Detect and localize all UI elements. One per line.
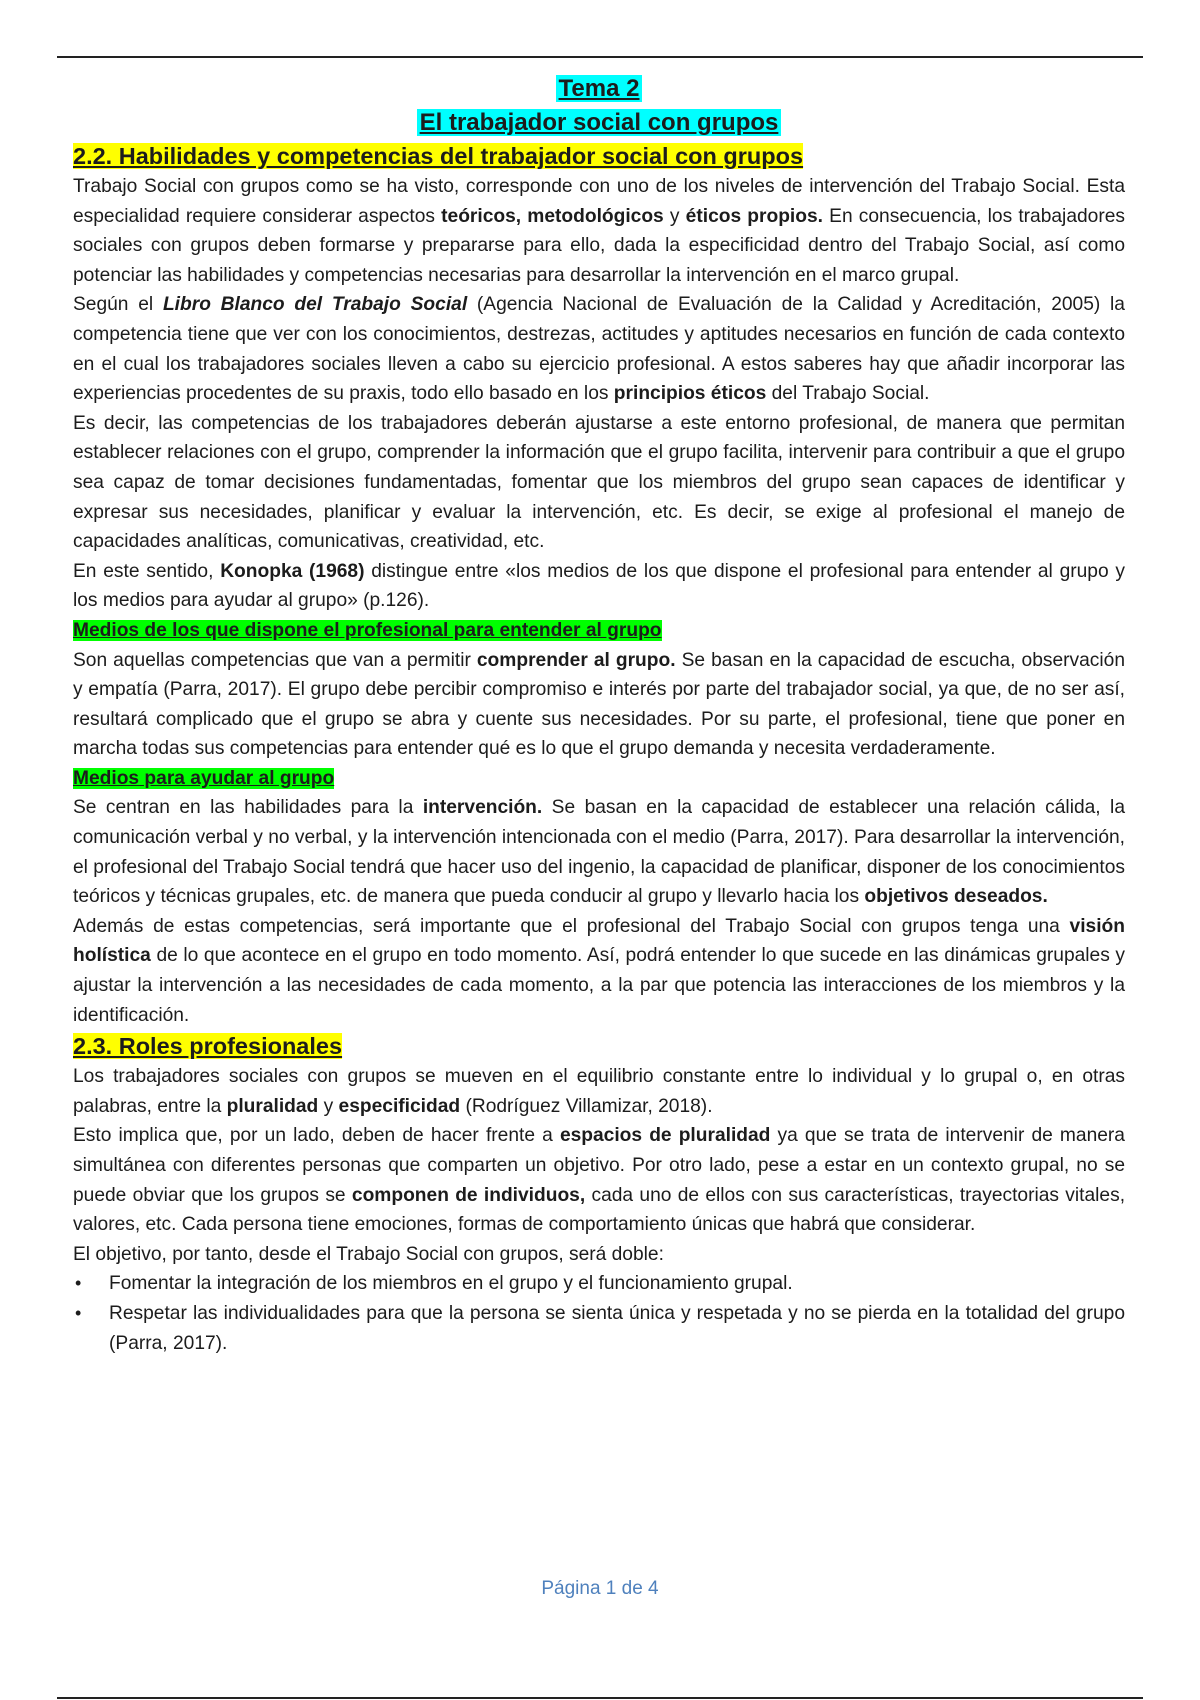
- document-title: [73, 72, 1125, 140]
- section-heading-2-2: 2.2. Habilidades y competencias del trabajador social con grupos: [73, 143, 804, 169]
- page-number: Página 1 de 4: [541, 1578, 659, 1599]
- paragraph-objetivo: El objetivo, por tanto, desde el Trabajo Social con grupos, será doble:: [73, 1243, 664, 1265]
- subheading-entender-grupo: Medios de los que dispone el profesional para entender al grupo: [73, 619, 662, 641]
- paragraph-competencias: Es decir, las competencias de los trabajadores deberán ajustarse a este entorno profesional, de manera que permitan establecer relaciones con el grupo, comprender la información que el grupo facilita, intervenir para contribuir a que el grupo sea capaz de tomar decisiones fundamentadas, fomentar que los miembros del grupo sean capaces de identificar y expresar sus necesidades, planificar y evaluar la intervención, etc. Es decir, se exige al profesional el manejo de capacidades analíticas, comunicativas, creatividad, etc.: [73, 412, 1125, 553]
- list-item: • Respetar las individualidades para que la persona se sienta única y respetada y no se pierda en la totalidad del grupo (Parra, 2017).: [73, 1299, 1125, 1358]
- title-topic: Tema 2: [556, 75, 643, 102]
- bullet-icon: •: [75, 1302, 82, 1323]
- objectives-list: [73, 1269, 1125, 1358]
- paragraph-konopka: En este sentido, Konopka (1968) distingue entre «los medios de los que dispone el profesional para entender al grupo y los medios para ayudar al grupo» (p.126).: [73, 560, 1125, 612]
- bullet-icon: •: [75, 1273, 82, 1294]
- document-page: [73, 70, 1125, 1358]
- paragraph-intro: Trabajo Social con grupos como se ha visto, corresponde con uno de los niveles de intervención del Trabajo Social. Esta especialidad requiere considerar aspectos teóricos, metodológicos y éticos propios. En consecuencia, los trabajadores sociales con grupos deben formarse y prepararse para ello, dada la especificidad dentro del Trabajo Social, así como potenciar las habilidades y competencias necesarias para desarrollar la intervención en el marco grupal.: [73, 176, 1125, 286]
- paragraph-libro-blanco: Según el Libro Blanco del Trabajo Social (Agencia Nacional de Evaluación de la Calidad y Acreditación, 2005) la competencia tiene que ver con los conocimientos, destrezas, actitudes y aptitudes necesarios en función de cada contexto en el cual los trabajadores sociales lleven a cabo su ejercicio profesional. A estos saberes hay que añadir incorporar las experiencias procedentes de su praxis, todo ello basado en los principios éticos del Trabajo Social.: [73, 294, 1125, 405]
- paragraph-ayudar-grupo: Se centran en las habilidades para la intervención. Se basan en la capacidad de establecer una relación cálida, la comunicación verbal y no verbal, y la intervención intencionada con el medio (Parra, 2017). Para desarrollar la intervención, el profesional del Trabajo Social tendrá que hacer uso del ingenio, la capacidad de planificar, disponer de los conocimientos teóricos y técnicas grupales, etc. de manera que pueda conducir al grupo y llevarlo hacia los objetivos deseados.: [73, 797, 1125, 908]
- header-rule: [57, 56, 1143, 58]
- list-item: • Fomentar la integración de los miembros en el grupo y el funcionamiento grupal.: [73, 1269, 1125, 1299]
- footer-rule: [57, 1697, 1143, 1699]
- paragraph-vision-holistica: Además de estas competencias, será importante que el profesional del Trabajo Social con grupos tenga una visión holística de lo que acontece en el grupo en todo momento. Así, podrá entender lo que sucede en las dinámicas grupales y ajustar la intervención a las necesidades de cada momento, a la par que potencia las interacciones de los miembros y la identificación.: [73, 915, 1125, 1026]
- subheading-ayudar-grupo: Medios para ayudar al grupo: [73, 767, 335, 789]
- paragraph-roles-intro: Los trabajadores sociales con grupos se mueven en el equilibrio constante entre lo individual y lo grupal o, en otras palabras, entre la pluralidad y especificidad (Rodríguez Villamizar, 2018).: [73, 1066, 1125, 1117]
- paragraph-entender-grupo: Son aquellas competencias que van a permitir comprender al grupo. Se basan en la capacidad de escucha, observación y empatía (Parra, 2017). El grupo debe percibir compromiso e interés por parte del trabajador social, ya que, de no ser así, resultará complicado que el grupo se abra y cuente sus necesidades. Por su parte, el profesional, tiene que poner en marcha todas sus competencias para entender qué es lo que el grupo demanda y necesita verdaderamente.: [73, 649, 1126, 760]
- paragraph-pluralidad: Esto implica que, por un lado, deben de hacer frente a espacios de pluralidad ya que se trata de intervenir de manera simultánea con diferentes personas que comparten un objetivo. Por otro lado, pese a estar en un contexto grupal, no se puede obviar que los grupos se componen de individuos, cada uno de ellos con sus características, trayectorias vitales, valores, etc. Cada persona tiene emociones, formas de comportamiento únicas que habrá que considerar.: [73, 1125, 1126, 1236]
- section-heading-2-3: 2.3. Roles profesionales: [73, 1033, 343, 1060]
- title-subject: El trabajador social con grupos: [417, 109, 782, 136]
